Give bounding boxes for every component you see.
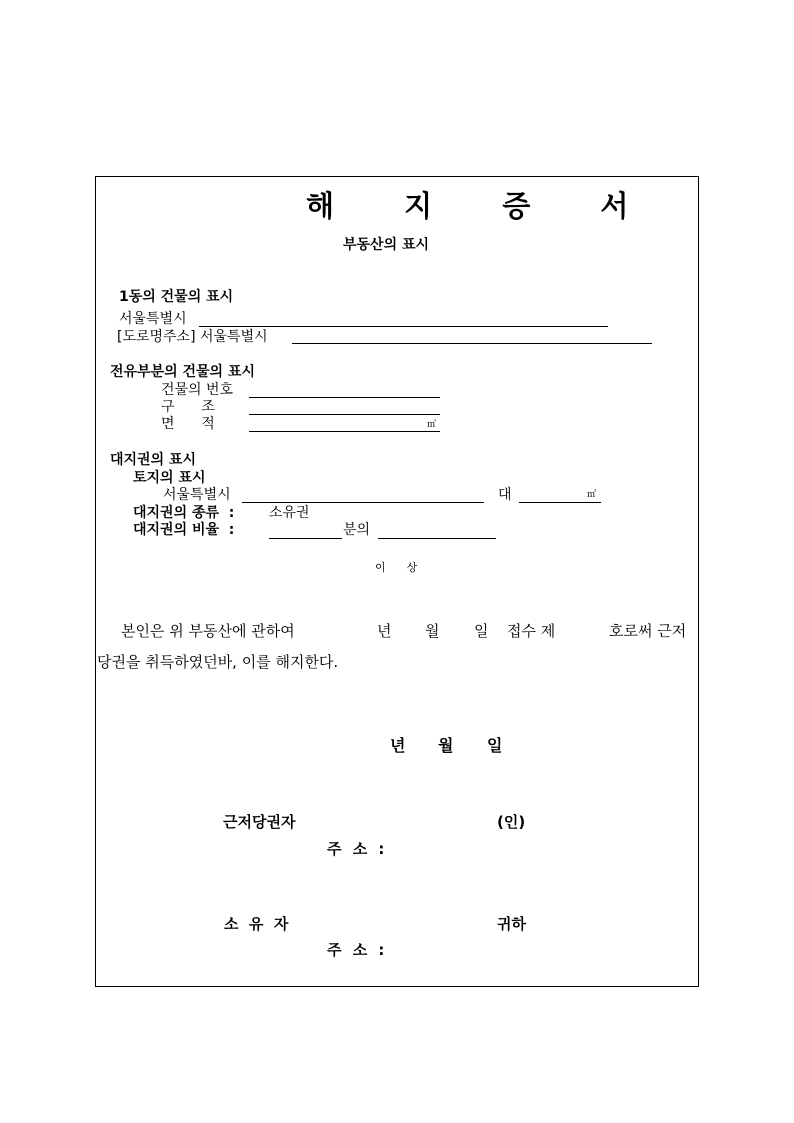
area-label: 면 적 <box>161 416 215 432</box>
document-subtitle: 부동산의 표시 <box>343 237 430 253</box>
area-unit: ㎡ <box>427 420 437 430</box>
statement-day: 일 <box>474 622 489 640</box>
land-address-label: 서울특별시 <box>163 487 231 503</box>
ratio-numerator-line <box>378 538 496 539</box>
area-line <box>249 431 440 432</box>
end-mark: 이 상 <box>375 561 418 574</box>
road-address-label: [도로명주소] 서울특별시 <box>117 329 268 345</box>
right-type-value: 소유권 <box>269 505 310 521</box>
statement-line1-part2: 호로써 근저 <box>609 622 687 640</box>
land-heading: 토지의 표시 <box>133 470 206 486</box>
building-number-line <box>249 397 440 398</box>
mortgagee-label: 근저당권자 <box>223 813 296 831</box>
ratio-denominator-line <box>269 538 342 539</box>
land-area-line <box>519 502 601 503</box>
ratio-middle-label: 분의 <box>343 522 371 538</box>
land-area-unit: ㎡ <box>587 490 597 500</box>
statement-month: 월 <box>425 622 440 640</box>
building-address-line <box>199 326 608 327</box>
owner-label: 소 유 자 <box>224 915 289 933</box>
exclusive-heading: 전유부분의 건물의 표시 <box>110 364 255 380</box>
owner-address-label: 주 소 : <box>327 941 388 959</box>
building-address-label: 서울특별시 <box>119 311 187 327</box>
building-number-label: 건물의 번호 <box>161 382 234 398</box>
statement-receipt: 접수 제 <box>507 622 556 640</box>
mortgagee-seal: (인) <box>497 813 526 831</box>
structure-line <box>249 414 440 415</box>
statement-line2: 당권을 취득하였던바, 이를 해지한다. <box>97 653 339 671</box>
structure-label: 구 조 <box>161 399 215 415</box>
date-year: 년 <box>390 736 406 755</box>
owner-honorific: 귀하 <box>497 915 526 933</box>
right-ratio-label: 대지권의 비율 : <box>133 522 235 538</box>
road-address-line <box>292 343 652 344</box>
land-right-heading: 대지권의 표시 <box>110 452 197 468</box>
land-category-label: 대 <box>498 487 512 503</box>
land-address-line <box>242 502 484 503</box>
right-type-label: 대지권의 종류 : <box>133 505 235 521</box>
building-heading: 1동의 건물의 표시 <box>119 289 234 305</box>
date-day: 일 <box>487 736 503 755</box>
statement-year: 년 <box>377 622 392 640</box>
mortgagee-address-label: 주 소 : <box>327 840 388 858</box>
statement-line1-part1: 본인은 위 부동산에 관하여 <box>121 622 295 640</box>
document-title: 해 지 증 서 <box>306 189 659 223</box>
date-month: 월 <box>438 736 454 755</box>
